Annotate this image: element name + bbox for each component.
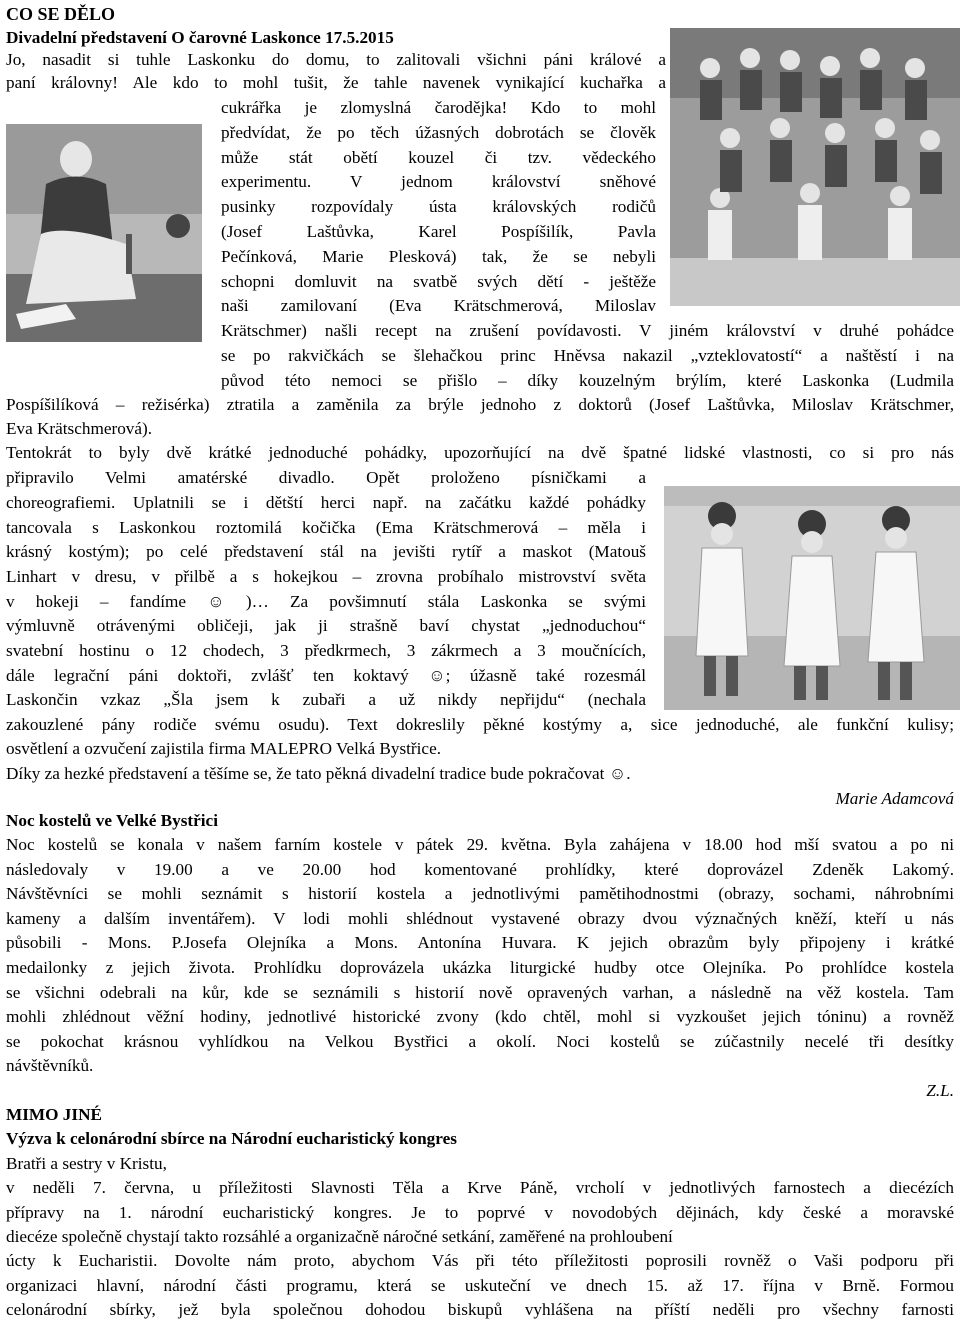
text-line: Noc kostelů se konala v našem farním kostele v pátek 29. května. Byla zahájena v 18.00 hod mší svatou a po ni xyxy=(6,835,954,854)
text-line: v neděli 7. června, u příležitosti Slavnosti Těla a Krve Páně, vrcholí v jednotlivých farnostech a diecézích xyxy=(6,1178,954,1197)
text-line: kameny a dalším inventářem). V lodi mohli shlédnout vystavené obrazy dvou význačných kněží, kteří u nás xyxy=(6,909,954,928)
text-line: se po rakvičkách se šlehačkou princ Hněvsa nakazil „vzteklovatostí“ a naštěstí i na xyxy=(221,346,954,365)
photo-doctors xyxy=(664,486,960,710)
text-line: původ této nemoci se přišlo – díky kouzelným brýlím, které Laskonka (Ludmila xyxy=(221,371,954,390)
text-line: medailonky z jejich života. Prohlídku doprovázela ukázka liturgické hudby otce Olejníka. Po prohlídce kostela xyxy=(6,958,954,977)
text-line: návštěvníků. xyxy=(6,1056,94,1075)
text-line: výmluvně otrávenými obličeji, jak ji strašně baví chystat „jednoduchou“ xyxy=(6,616,646,635)
text-line: Pečínková, Marie Plesková) tak, že se nebyli xyxy=(221,247,656,266)
text-line: mohli zhlédnout věžní hodiny, jednotlivé historické zvony (kdo chtěl, mohl si vyzkoušet jejich tóninu) a rovněž xyxy=(6,1007,954,1026)
photo-laskonka xyxy=(6,124,202,342)
text-line: organizaci hlavní, národní části programu, která se uskuteční ve dnech 15. až 17. října v Brně. Formou xyxy=(6,1276,954,1295)
section-heading: MIMO JINÉ xyxy=(6,1105,102,1124)
article-title: Divadelní představení O čarovné Laskonce 17.5.2015 xyxy=(6,28,394,47)
text-line: pusinky rozpovídaly ústa královských rodičů xyxy=(221,197,656,216)
text-line: Tentokrát to byly dvě krátké jednoduché pohádky, upozorňující na dvě špatné lidské vlastnosti, co si pro nás xyxy=(6,443,954,462)
text-line: celonárodní sbírky, jež byla společnou dohodou biskupů vyhlášena na příští neděli pro všechny farnosti xyxy=(6,1300,954,1319)
text-line: Pospíšilíková – režisérka) ztratila a zaměnila za brýle jednoho z doktorů (Josef Laštůvka, Miloslav Krätschmer, xyxy=(6,395,954,414)
text-line: Krätschmer) našli recept na zrušení povídavosti. V jiném království v druhé pohádce xyxy=(221,321,954,340)
text-line: v hokeji – fandíme ☺ )… Za povšimnutí stála Laskonka se svými xyxy=(6,592,646,611)
text-line: Eva Krätschmerová). xyxy=(6,419,153,438)
text-line: tancovala s Laskonkou roztomilá kočička (Ema Krätschmerová – měla i xyxy=(6,518,646,537)
article-author: Marie Adamcová xyxy=(835,789,954,808)
text-line: diecéze společně chystají takto rozsáhlé a organizačně náročné setkání, zaměřené na prohloubení xyxy=(6,1227,673,1246)
text-line: Jo, nasadit si tuhle Laskonku do domu, to zalitovali všichni páni králové a xyxy=(6,50,666,69)
text-line: působili - Mons. P.Josefa Olejníka a Mons. Antonína Huvara. K jejich obrazům byly připojeny i krátké xyxy=(6,933,954,952)
text-line: naši zamilovaní (Eva Krätschmerová, Miloslav xyxy=(221,296,656,315)
text-line: se pokochat krásnou vyhlídkou na Velkou Bystřici a okolí. Noci kostelů se zúčastnily necelé tři desítky xyxy=(6,1032,954,1051)
article-author: Z.L. xyxy=(926,1081,954,1100)
section-heading: CO SE DĚLO xyxy=(6,4,116,24)
text-line: úcty k Eucharistii. Dovolte nám proto, abychom Vás při této příležitosti poprosili rovněž o Vaši podporu při xyxy=(6,1251,954,1270)
text-line: schopni domluvit na svatbě svých dětí - ještěže xyxy=(221,272,656,291)
text-line: cukrářka je zlomyslná čarodějka! Kdo to mohl xyxy=(221,98,656,117)
text-line: osvětlení a ozvučení zajistila firma MALEPRO Velká Bystřice. xyxy=(6,739,441,758)
text-line: paní královny! Ale kdo to mohl tušit, že tahle navenek vynikající kuchařka a xyxy=(6,73,666,92)
text-line: zakouzlené pány rodiče svému osudu). Text dokreslily pěkné kostýmy a, sice jednoduché, ale funkční kulisy; xyxy=(6,715,954,734)
text-line: Návštěvníci se mohli seznámit s historií kostela a jednotlivými pamětihodnostmi (obrazy, sochami, náhrobními xyxy=(6,884,954,903)
article-title: Výzva k celonárodní sbírce na Národní eucharistický kongres xyxy=(6,1129,457,1148)
text-line: předvídat, že po těch úžasných dobrotách se člověk xyxy=(221,123,656,142)
text-line: dále legrační páni doktoři, zvlášť ten koktavý ☺; úžasně také rozesmál xyxy=(6,666,646,685)
photo-cast xyxy=(670,28,960,306)
text-line: se všichni odebrali na kůr, kde se seznámili s historií nově opravených varhan, a následně na věž kostela. Tam xyxy=(6,983,954,1002)
text-line: přípravy na 1. národní eucharistický kongres. Je to poprvé v novodobých dějinách, kdy české a moravské xyxy=(6,1203,954,1222)
text-line: Bratři a sestry v Kristu, xyxy=(6,1154,167,1173)
text-line: následovaly v 19.00 a ve 20.00 hod komentované prohlídky, které doprovázel Zdeněk Lakomý. xyxy=(6,860,954,879)
text-line: Linhart v dresu, v přilbě a s hokejkou – zrovna probíhalo mistrovství světa xyxy=(6,567,646,586)
text-line: choreografiemi. Uplatnili se i dětští herci např. na začátku každé pohádky xyxy=(6,493,646,512)
text-line: (Josef Laštůvka, Karel Pospíšilík, Pavla xyxy=(221,222,656,241)
text-line: krásný kostým); po celé představení stál na jevišti rytíř a maskot (Matouš xyxy=(6,542,646,561)
text-line: experimentu. V jednom království sněhové xyxy=(221,172,656,191)
text-line: připravilo Velmi amatérské divadlo. Opět proloženo písničkami a xyxy=(6,468,646,487)
text-line: může stát obětí kouzel či tzv. vědeckého xyxy=(221,148,656,167)
text-line: Díky za hezké představení a těšíme se, že tato pěkná divadelní tradice bude pokračovat ☺. xyxy=(6,764,631,783)
text-line: svatební hostinu o 12 chodech, 3 předkrmech, 3 zákrmech a 3 moučnících, xyxy=(6,641,646,660)
text-line: Laskončin vzkaz „Šla jsem k zubaři a už nikdy nepřijdu“ (nechala xyxy=(6,690,646,709)
article-title: Noc kostelů ve Velké Bystřici xyxy=(6,811,218,830)
